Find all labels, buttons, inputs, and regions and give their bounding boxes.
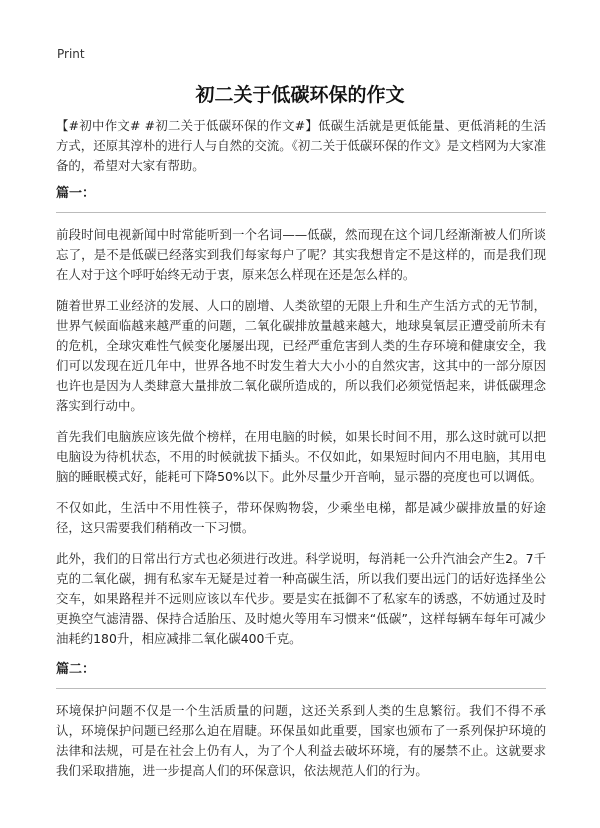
paragraph: 环境保护问题不仅是一个生活质量的问题，这还关系到人类的生息繁衍。我们不得不承认，环境保护问题已经那么迫在眉睫。环保虽如此重要，国家也颁布了一系列保护环境的法律和法规，可是在社会上仍有人，为了个人利益去破坏环境，有的屡禁不止。这就要求我们采取措施，进一步提高人们的环保意识，依法规范人们的行为。 [56,703,546,778]
intro-paragraph: 【#初中作文# #初二关于低碳环保的作文#】低碳生活就是更低能量、更低消耗的生活方式，还原其淳朴的进行人与自然的交流。《初二关于低碳环保的作文》是文档网为大家准备的，希望对大家有帮助。 [56,118,546,173]
section-heading-1: 篇一： [56,186,96,201]
paragraph: 前段时间电视新闻中时常能听到一个名词——低碳，然而现在这个词几经渐渐被人们所谈忘了，是不是低碳已经落实到我们每家每户了呢？其实我想肯定不是这样的，而是我们现在人对于这个呼吁始终无动于衷，原来怎么样现在还是怎么样的。 [56,227,546,282]
paragraph: 首先我们电脑族应该先做个榜样，在用电脑的时候，如果长时间不用，那么这时就可以把电脑设为待机状态，不用的时候就拔下插头。不仅如此，如果短时间内不用电脑，其用电脑的睡眠模式好，能耗可下降50%以下。此外尽量少开音响，显示器的亮度也可以调低。 [56,429,546,484]
paragraph: 不仅如此，生活中不用性筷子，带环保购物袋，少乘坐电梯，都是减少碳排放量的好途径，这只需要我们稍稍改一下习惯。 [56,500,546,535]
section-divider-1 [56,212,546,213]
section-divider-2 [56,688,546,689]
page-title: 初二关于低碳环保的作文 [195,84,405,106]
section-heading-2: 篇二： [56,662,96,677]
print-link[interactable]: Print [57,47,85,61]
paragraph: 此外，我们的日常出行方式也必须进行改进。科学说明，每消耗一公升汽油会产生2。7千克的二氧化碳，拥有私家车无疑是过着一种高碳生活，所以我们要出远门的话好选择坐公交车，如果路程并不远则应该以车代步。要是实在抵御不了私家车的诱惑，不妨通过及时更换空气滤清器、保持合适胎压、及时熄火等用车习惯来“低碳”，这样每辆车每年可减少油耗约180升，相应减排二氧化碳400千克。 [56,551,546,646]
paragraph: 随着世界工业经济的发展、人口的剧增、人类欲望的无限上升和生产生活方式的无节制，世界气候面临越来越严重的问题，二氧化碳排放量越来越大，地球臭氧层正遭受前所未有的危机，全球灾难性气候变化屡屡出现，已经严重危害到人类的生存环境和健康安全，我们可以发现在近几年中，世界各地不时发生着大大小小的自然灾害，这其中的一部分原因也许也是因为人类肆意大量排放二氧化碳所造成的，所以我们必须觉悟起来，讲低碳理念落实到行动中。 [56,298,546,413]
article-body [56,116,546,792]
